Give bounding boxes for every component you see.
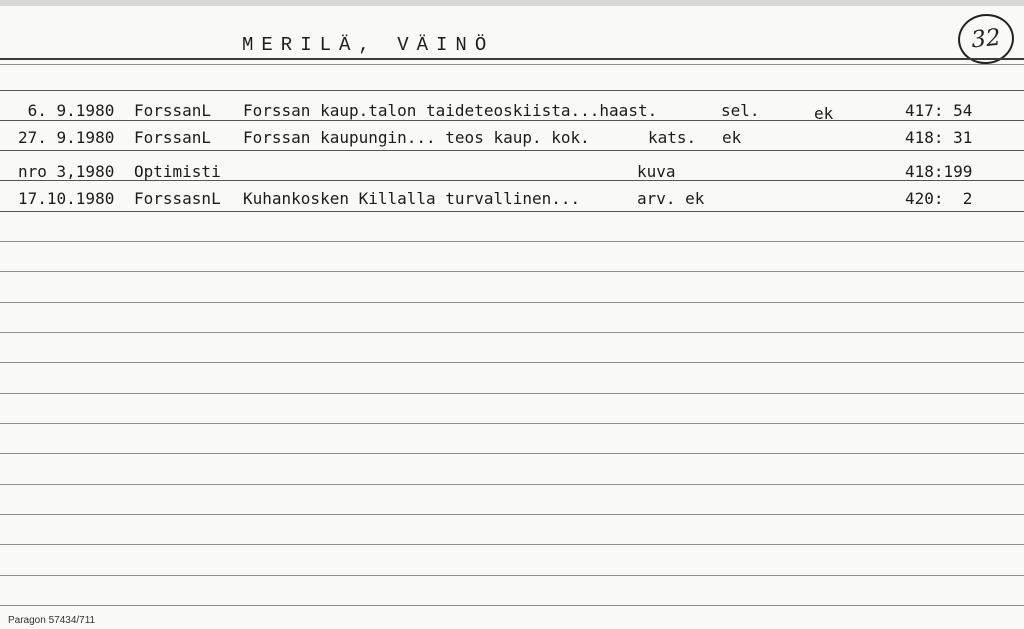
entry-date: nro 3,1980 xyxy=(18,162,115,181)
entry-title: Kuhankosken Killalla turvallinen... xyxy=(243,189,581,208)
entry-type: sel. xyxy=(721,101,760,120)
ruled-line xyxy=(0,90,1024,91)
ruled-line xyxy=(0,484,1024,485)
entry-source: ForssasnL xyxy=(134,189,221,208)
card-top-edge xyxy=(0,0,1024,6)
card-number-circle: 32 xyxy=(956,11,1017,67)
card-printer-mark: Paragon 57434/711 xyxy=(8,615,96,626)
ruled-line xyxy=(0,393,1024,394)
ruled-line xyxy=(0,332,1024,333)
entry-extra: ek xyxy=(814,104,834,123)
ruled-line xyxy=(0,423,1024,424)
ruled-line xyxy=(0,271,1024,272)
entry-source: ForssanL xyxy=(134,128,212,147)
ruled-line xyxy=(0,453,1024,454)
ruled-line xyxy=(0,362,1024,363)
entry-date: 27. 9.1980 xyxy=(18,128,115,147)
entry-ref: 418:199 xyxy=(905,162,973,181)
header-rule-thin xyxy=(0,64,1024,65)
header-rule xyxy=(0,58,1024,60)
entry-date: 17.10.1980 xyxy=(18,189,115,208)
entry-extra: ek xyxy=(722,128,742,147)
entry-title: Forssan kaup.talon taideteoskiista...haast. xyxy=(243,101,658,120)
ruled-line xyxy=(0,575,1024,576)
entry-source: ForssanL xyxy=(134,101,212,120)
entry-source: Optimisti xyxy=(134,162,221,181)
entry-date: 6. 9.1980 xyxy=(18,101,115,120)
ruled-line xyxy=(0,241,1024,242)
entry-title: Forssan kaupungin... teos kaup. kok. xyxy=(243,128,590,147)
ruled-line xyxy=(0,605,1024,606)
ruled-line xyxy=(0,211,1024,212)
ruled-line xyxy=(0,120,1024,121)
entry-type: arv. ek xyxy=(637,189,705,208)
card-heading: MERILÄ, VÄINÖ xyxy=(242,34,495,56)
ruled-line xyxy=(0,544,1024,545)
ruled-line xyxy=(0,514,1024,515)
ruled-line xyxy=(0,150,1024,151)
ruled-line xyxy=(0,302,1024,303)
entry-ref: 417: 54 xyxy=(905,101,973,120)
entry-ref: 418: 31 xyxy=(905,128,973,147)
entry-ref: 420: 2 xyxy=(905,189,973,208)
entry-type: kats. xyxy=(648,128,697,147)
entry-type: kuva xyxy=(637,162,676,181)
